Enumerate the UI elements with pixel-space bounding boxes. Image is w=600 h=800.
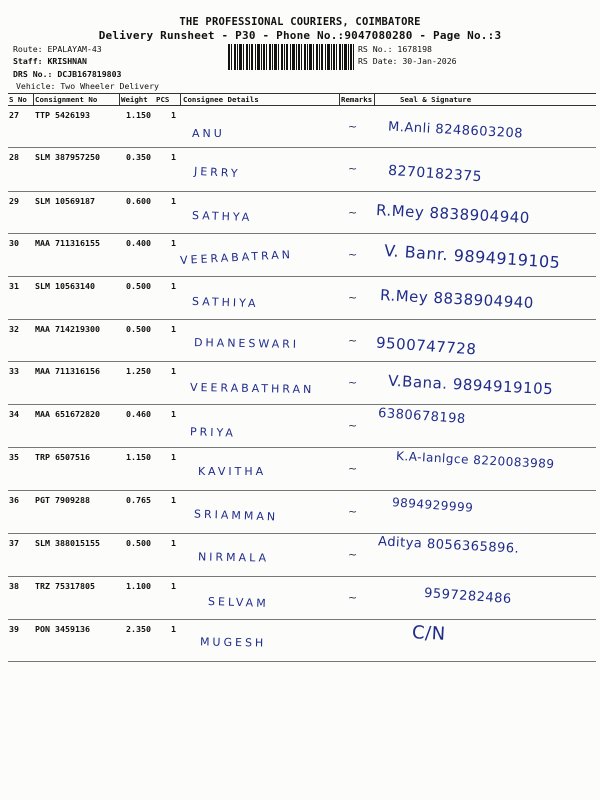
staff-label: Staff: KRISHNAN bbox=[13, 56, 87, 66]
receiver-signature: M.Anli 8248603208 bbox=[387, 119, 524, 142]
table-row bbox=[8, 148, 596, 192]
pieces-count: 1 bbox=[171, 152, 176, 162]
serial-number: 34 bbox=[9, 409, 19, 419]
remark-mark: ~ bbox=[348, 462, 358, 475]
serial-number: 28 bbox=[9, 152, 19, 162]
consignment-number: SLM 10563140 bbox=[35, 281, 95, 291]
remark-mark: ~ bbox=[348, 291, 358, 304]
serial-number: 30 bbox=[9, 238, 19, 248]
consignment-number: TRZ 75317805 bbox=[35, 581, 95, 591]
weight-value: 0.350 bbox=[126, 152, 151, 162]
rs-date: RS Date: 30-Jan-2026 bbox=[358, 56, 457, 66]
consignment-number: SLM 387957250 bbox=[35, 152, 100, 162]
consignment-number: SLM 388015155 bbox=[35, 538, 100, 548]
weight-value: 2.350 bbox=[126, 624, 151, 634]
consignee-name: JERRY bbox=[193, 164, 241, 181]
column-divider bbox=[374, 93, 375, 106]
pieces-count: 1 bbox=[171, 538, 176, 548]
weight-value: 0.600 bbox=[126, 196, 151, 206]
consignee-name: MUGESH bbox=[199, 635, 267, 650]
table-row bbox=[8, 405, 596, 448]
col-pcs: PCS bbox=[156, 95, 170, 104]
weight-value: 1.250 bbox=[126, 366, 151, 376]
consignee-name: DHANESWARI bbox=[193, 336, 300, 351]
table-row bbox=[8, 534, 596, 577]
pieces-count: 1 bbox=[171, 366, 176, 376]
consignment-number: MAA 711316156 bbox=[35, 366, 100, 376]
consignment-number: SLM 10569187 bbox=[35, 196, 95, 206]
receiver-signature: V. Banr. 9894919105 bbox=[383, 240, 562, 273]
vehicle-label: Vehicle: Two Wheeler Delivery bbox=[16, 81, 159, 91]
column-divider bbox=[180, 93, 181, 106]
weight-value: 0.400 bbox=[126, 238, 151, 248]
row-divider bbox=[8, 661, 596, 662]
pieces-count: 1 bbox=[171, 110, 176, 120]
serial-number: 32 bbox=[9, 324, 19, 334]
runsheet-subtitle: Delivery Runsheet - P30 - Phone No.:9047080280 - Page No.:3 bbox=[98, 29, 502, 42]
table-row bbox=[8, 106, 596, 148]
receiver-signature: R.Mey 8838904940 bbox=[375, 200, 531, 228]
consignment-number: MAA 651672820 bbox=[35, 409, 100, 419]
serial-number: 38 bbox=[9, 581, 19, 591]
weight-value: 1.150 bbox=[126, 452, 151, 462]
table-top-border bbox=[8, 93, 596, 94]
remark-mark: ~ bbox=[348, 376, 358, 389]
receiver-signature: Aditya 8056365896. bbox=[377, 534, 520, 557]
col-remarks: Remarks bbox=[341, 95, 373, 104]
pieces-count: 1 bbox=[171, 624, 176, 634]
consignee-name: SATHIYA bbox=[191, 294, 259, 311]
consignment-number: PGT 7909288 bbox=[35, 495, 90, 505]
pieces-count: 1 bbox=[171, 409, 176, 419]
pieces-count: 1 bbox=[171, 196, 176, 206]
route-label: Route: EPALAYAM-43 bbox=[13, 44, 102, 54]
receiver-signature: 6380678198 bbox=[377, 405, 467, 428]
pieces-count: 1 bbox=[171, 452, 176, 462]
receiver-signature: R.Mey 8838904940 bbox=[379, 285, 535, 313]
serial-number: 31 bbox=[9, 281, 19, 291]
table-row bbox=[8, 577, 596, 620]
serial-number: 29 bbox=[9, 196, 19, 206]
pieces-count: 1 bbox=[171, 495, 176, 505]
col-consignee: Consignee Details bbox=[183, 95, 259, 104]
col-consignment: Consignment No bbox=[35, 95, 98, 104]
weight-value: 1.150 bbox=[126, 110, 151, 120]
serial-number: 39 bbox=[9, 624, 19, 634]
receiver-signature: 9894929999 bbox=[391, 495, 474, 515]
drs-number: DRS No.: DCJB167819803 bbox=[13, 69, 122, 79]
consignment-number: MAA 714219300 bbox=[35, 324, 100, 334]
receiver-signature: K.A-Ianlgce 8220083989 bbox=[395, 448, 555, 472]
table-row bbox=[8, 277, 596, 320]
consignment-number: MAA 711316155 bbox=[35, 238, 100, 248]
weight-value: 0.460 bbox=[126, 409, 151, 419]
pieces-count: 1 bbox=[171, 281, 176, 291]
table-row bbox=[8, 320, 596, 362]
serial-number: 27 bbox=[9, 110, 19, 120]
table-row bbox=[8, 448, 596, 491]
consignee-name: VEERABATRAN bbox=[179, 248, 294, 267]
company-title: THE PROFESSIONAL COURIERS, COIMBATORE bbox=[179, 16, 421, 28]
consignment-number: TTP 5426193 bbox=[35, 110, 90, 120]
receiver-signature: 9500747728 bbox=[375, 333, 477, 359]
col-seal-signature: Seal & Signature bbox=[400, 95, 472, 104]
weight-value: 1.100 bbox=[126, 581, 151, 591]
pieces-count: 1 bbox=[171, 324, 176, 334]
consignee-name: SATHYA bbox=[191, 208, 253, 225]
consignee-name: NIRMALA bbox=[197, 550, 270, 565]
remark-mark: ~ bbox=[348, 505, 358, 518]
column-divider bbox=[33, 93, 34, 106]
table-row bbox=[8, 192, 596, 234]
consignment-number: TRP 6507516 bbox=[35, 452, 90, 462]
remark-mark: ~ bbox=[348, 548, 358, 561]
serial-number: 33 bbox=[9, 366, 19, 376]
receiver-signature: C/N bbox=[411, 622, 447, 645]
receiver-signature: 8270182375 bbox=[387, 162, 483, 186]
consignee-name: PRIYA bbox=[189, 425, 237, 440]
remark-mark: ~ bbox=[348, 334, 358, 347]
weight-value: 0.500 bbox=[126, 538, 151, 548]
consignee-name: VEERABATHRAN bbox=[189, 380, 315, 397]
receiver-signature: V.Bana. 9894919105 bbox=[387, 371, 554, 399]
table-row bbox=[8, 362, 596, 405]
table-row bbox=[8, 234, 596, 277]
column-divider bbox=[339, 93, 340, 106]
serial-number: 36 bbox=[9, 495, 19, 505]
rs-number: RS No.: 1678198 bbox=[358, 44, 432, 54]
consignee-name: ANU bbox=[192, 127, 225, 140]
col-sno: S No bbox=[9, 95, 27, 104]
serial-number: 37 bbox=[9, 538, 19, 548]
remark-mark: ~ bbox=[348, 162, 358, 175]
table-row bbox=[8, 620, 596, 662]
remark-mark: ~ bbox=[348, 248, 358, 261]
pieces-count: 1 bbox=[171, 581, 176, 591]
runsheet-table bbox=[8, 93, 596, 660]
col-weight: Weight bbox=[121, 95, 148, 104]
weight-value: 0.500 bbox=[126, 324, 151, 334]
consignment-number: PON 3459136 bbox=[35, 624, 90, 634]
remark-mark: ~ bbox=[348, 120, 358, 133]
consignee-name: SELVAM bbox=[207, 594, 269, 611]
column-divider bbox=[119, 93, 120, 106]
consignee-name: KAVITHA bbox=[198, 465, 267, 478]
weight-value: 0.500 bbox=[126, 281, 151, 291]
remark-mark: ~ bbox=[348, 206, 358, 219]
table-row bbox=[8, 491, 596, 534]
weight-value: 0.765 bbox=[126, 495, 151, 505]
barcode-icon bbox=[228, 44, 354, 70]
remark-mark: ~ bbox=[348, 419, 358, 432]
receiver-signature: 9597282486 bbox=[423, 585, 513, 608]
serial-number: 35 bbox=[9, 452, 19, 462]
remark-mark: ~ bbox=[348, 591, 358, 604]
pieces-count: 1 bbox=[171, 238, 176, 248]
consignee-name: SRIAMMAN bbox=[193, 507, 279, 524]
